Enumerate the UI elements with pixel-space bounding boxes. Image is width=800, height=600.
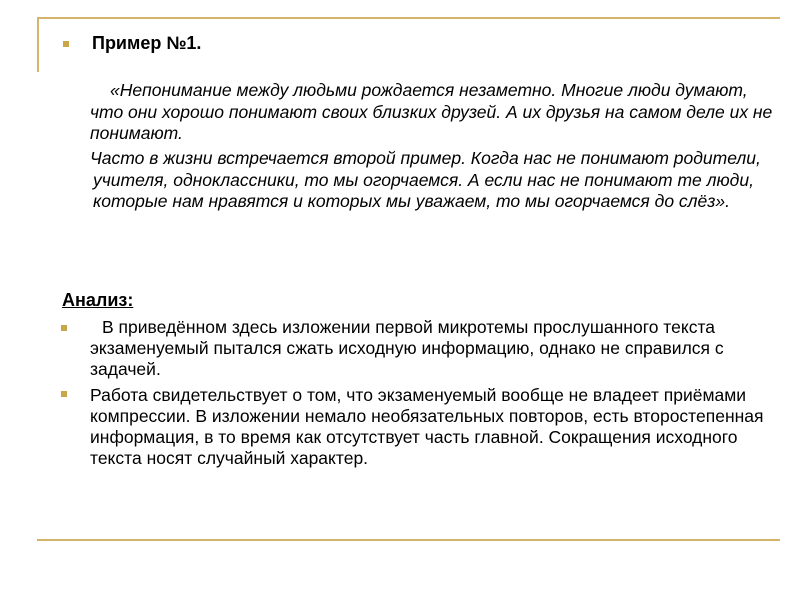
bottom-divider [37,539,780,541]
example-heading: Пример №1. [92,33,202,53]
bullet-icon [61,325,67,331]
bullet-icon [63,41,69,47]
quote-paragraph-1: «Непонимание между людьми рождается незаметно. Многие люди думают, что они хорошо понимают своих близких друзей. А их друзья на самом деле их не понимают. [90,80,773,143]
analysis-item: Работа свидетельствует о том, что экзаменуемый вообще не владеет приёмами компрессии. В изложении немало необязательных повторов, есть второстепенная информация, в то время как отсутствует часть главной. Сокращения исходного текста носят случайный характер. [90,385,764,468]
analysis-item: В приведённом здесь изложении первой микротемы прослушанного текста экзаменуемый пытался сжать исходную информацию, однако не справился с задачей. [90,317,724,379]
left-divider [37,17,39,72]
top-divider [37,17,780,19]
bullet-icon [61,391,67,397]
analysis-title: Анализ: [62,290,134,310]
quote-paragraph-2: Часто в жизни встречается второй пример. Когда нас не понимают родители, учителя, одноклассники, то мы огорчаемся. А если нас не понимают те люди, которые нам нравятся и которых мы уважаем, то мы огорчаемся до слёз». [90,148,761,211]
